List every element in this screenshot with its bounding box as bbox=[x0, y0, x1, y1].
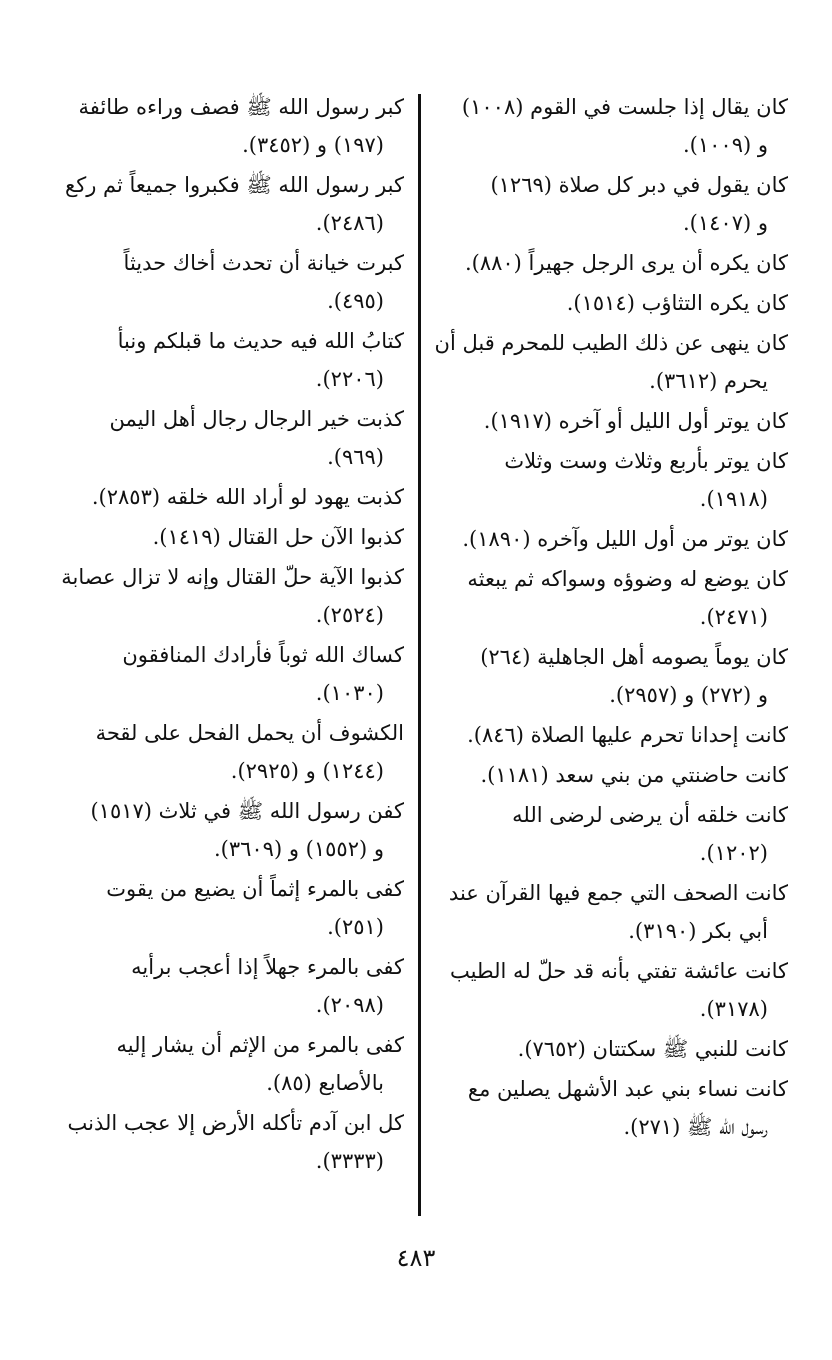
entry-continuation: و (١٠٠٩). bbox=[682, 133, 768, 157]
index-entry: كبرت خيانة أن تحدث أخاك حديثاً (٤٩٥). bbox=[52, 244, 404, 320]
entry-continuation: (١٩٧) و (٣٤٥٢). bbox=[242, 133, 384, 157]
index-entry: كذبوا الآية حلّ القتال وإنه لا تزال عصابة (٢٥٢٤). bbox=[52, 558, 404, 634]
entry-continuation: (٢٥٢٤). bbox=[315, 603, 384, 627]
index-entry: كذبت خير الرجال رجال أهل اليمن (٩٦٩). bbox=[52, 400, 404, 476]
entry-continuation: و (٢٧٢) و (٢٩٥٧). bbox=[609, 683, 768, 707]
index-entry: الكشوف أن يحمل الفحل على لقحة (١٢٤٤) و (٢٩٢٥). bbox=[52, 714, 404, 790]
entry-continuation: و (١٤٠٧). bbox=[682, 211, 768, 235]
index-entry: كان ينهى عن ذلك الطيب للمحرم قبل أن يحرم (٣٦١٢). bbox=[432, 324, 788, 400]
entry-continuation: (١٩١٨). bbox=[699, 487, 768, 511]
entry-continuation: يحرم (٣٦١٢). bbox=[649, 369, 768, 393]
entry-continuation: (٣٣٣٣). bbox=[315, 1149, 384, 1173]
index-entry: كانت خلقه أن يرضى لرضى الله (١٢٠٢). bbox=[432, 796, 788, 872]
index-entry: كفى بالمرء جهلاً إذا أعجب برأيه (٢٠٩٨). bbox=[52, 948, 404, 1024]
entry-continuation: (٣١٧٨). bbox=[699, 997, 768, 1021]
entry-continuation: رسول الله ﷺ (٢٧١). bbox=[623, 1115, 768, 1139]
entry-continuation: (٢٤٧١). bbox=[699, 605, 768, 629]
entry-continuation: (٩٦٩). bbox=[327, 445, 384, 469]
left-column bbox=[52, 88, 404, 1182]
index-entry: كانت حاضنتي من بني سعد (١١٨١). bbox=[480, 763, 788, 787]
index-entry: كساك الله ثوباً فأرادك المنافقون (١٠٣٠). bbox=[52, 636, 404, 712]
column-divider bbox=[418, 94, 421, 1216]
entry-continuation: (٢٢٠٦). bbox=[315, 367, 384, 391]
index-entry: كان يقول في دبر كل صلاة (١٢٦٩) و (١٤٠٧). bbox=[432, 166, 788, 242]
index-entry: كان يوتر أول الليل أو آخره (١٩١٧). bbox=[483, 409, 788, 433]
entry-continuation: بالأصابع (٨٥). bbox=[266, 1071, 384, 1095]
entry-continuation: (١٢٤٤) و (٢٩٢٥). bbox=[230, 759, 384, 783]
index-entry: كانت إحدانا تحرم عليها الصلاة (٨٤٦). bbox=[467, 723, 788, 747]
index-entry: كان يوماً يصومه أهل الجاهلية (٢٦٤) و (٢٧٢) و (٢٩٥٧). bbox=[432, 638, 788, 714]
index-entry: كانت نساء بني عبد الأشهل يصلين مع رسول الله ﷺ (٢٧١). bbox=[432, 1070, 788, 1146]
index-entry: كان يوتر بأربع وثلاث وست وثلاث (١٩١٨). bbox=[432, 442, 788, 518]
index-entry: كبر رسول الله ﷺ فكبروا جميعاً ثم ركع (٢٤٨٦). bbox=[52, 166, 404, 242]
right-column bbox=[432, 88, 788, 1148]
index-entry: كانت عائشة تفتي بأنه قد حلّ له الطيب (٣١٧٨). bbox=[432, 952, 788, 1028]
index-entry: كان يكره التثاؤب (١٥١٤). bbox=[566, 291, 788, 315]
index-entry: كتابُ الله فيه حديث ما قبلكم ونبأ (٢٢٠٦). bbox=[52, 322, 404, 398]
entry-continuation: (٢٥١). bbox=[327, 915, 384, 939]
entry-continuation: (٢٠٩٨). bbox=[315, 993, 384, 1017]
index-entry: كان يقال إذا جلست في القوم (١٠٠٨) و (١٠٠٩). bbox=[432, 88, 788, 164]
index-entry: كانت للنبي ﷺ سكتتان (٧٦٥٢). bbox=[517, 1037, 788, 1061]
index-entry: كان يوضع له وضوؤه وسواكه ثم يبعثه (٢٤٧١). bbox=[432, 560, 788, 636]
index-entry: كانت الصحف التي جمع فيها القرآن عند أبي بكر (٣١٩٠). bbox=[432, 874, 788, 950]
index-entry: كذبت يهود لو أراد الله خلقه (٢٨٥٣). bbox=[91, 485, 404, 509]
entry-continuation: (١٠٣٠). bbox=[315, 681, 384, 705]
index-entry: كفى بالمرء من الإثم أن يشار إليه بالأصابع (٨٥). bbox=[52, 1026, 404, 1102]
index-entry: كفى بالمرء إثماً أن يضيع من يقوت (٢٥١). bbox=[52, 870, 404, 946]
index-entry: كذبوا الآن حل القتال (١٤١٩). bbox=[152, 525, 404, 549]
entry-continuation: (٤٩٥). bbox=[327, 289, 384, 313]
index-entry: كل ابن آدم تأكله الأرض إلا عجب الذنب (٣٣٣٣). bbox=[52, 1104, 404, 1180]
page-number: ٤٨٣ bbox=[396, 1244, 436, 1272]
entry-continuation: (١٢٠٢). bbox=[699, 841, 768, 865]
index-entry: كفن رسول الله ﷺ في ثلاث (١٥١٧) و (١٥٥٢) و (٣٦٠٩). bbox=[52, 792, 404, 868]
index-entry: كبر رسول الله ﷺ فصف وراءه طائفة (١٩٧) و (٣٤٥٢). bbox=[52, 88, 404, 164]
index-entry: كان يكره أن يرى الرجل جهيراً (٨٨٠). bbox=[464, 251, 788, 275]
entry-continuation: (٢٤٨٦). bbox=[315, 211, 384, 235]
entry-continuation: و (١٥٥٢) و (٣٦٠٩). bbox=[213, 837, 384, 861]
entry-continuation: أبي بكر (٣١٩٠). bbox=[628, 919, 768, 943]
index-entry: كان يوتر من أول الليل وآخره (١٨٩٠). bbox=[462, 527, 788, 551]
